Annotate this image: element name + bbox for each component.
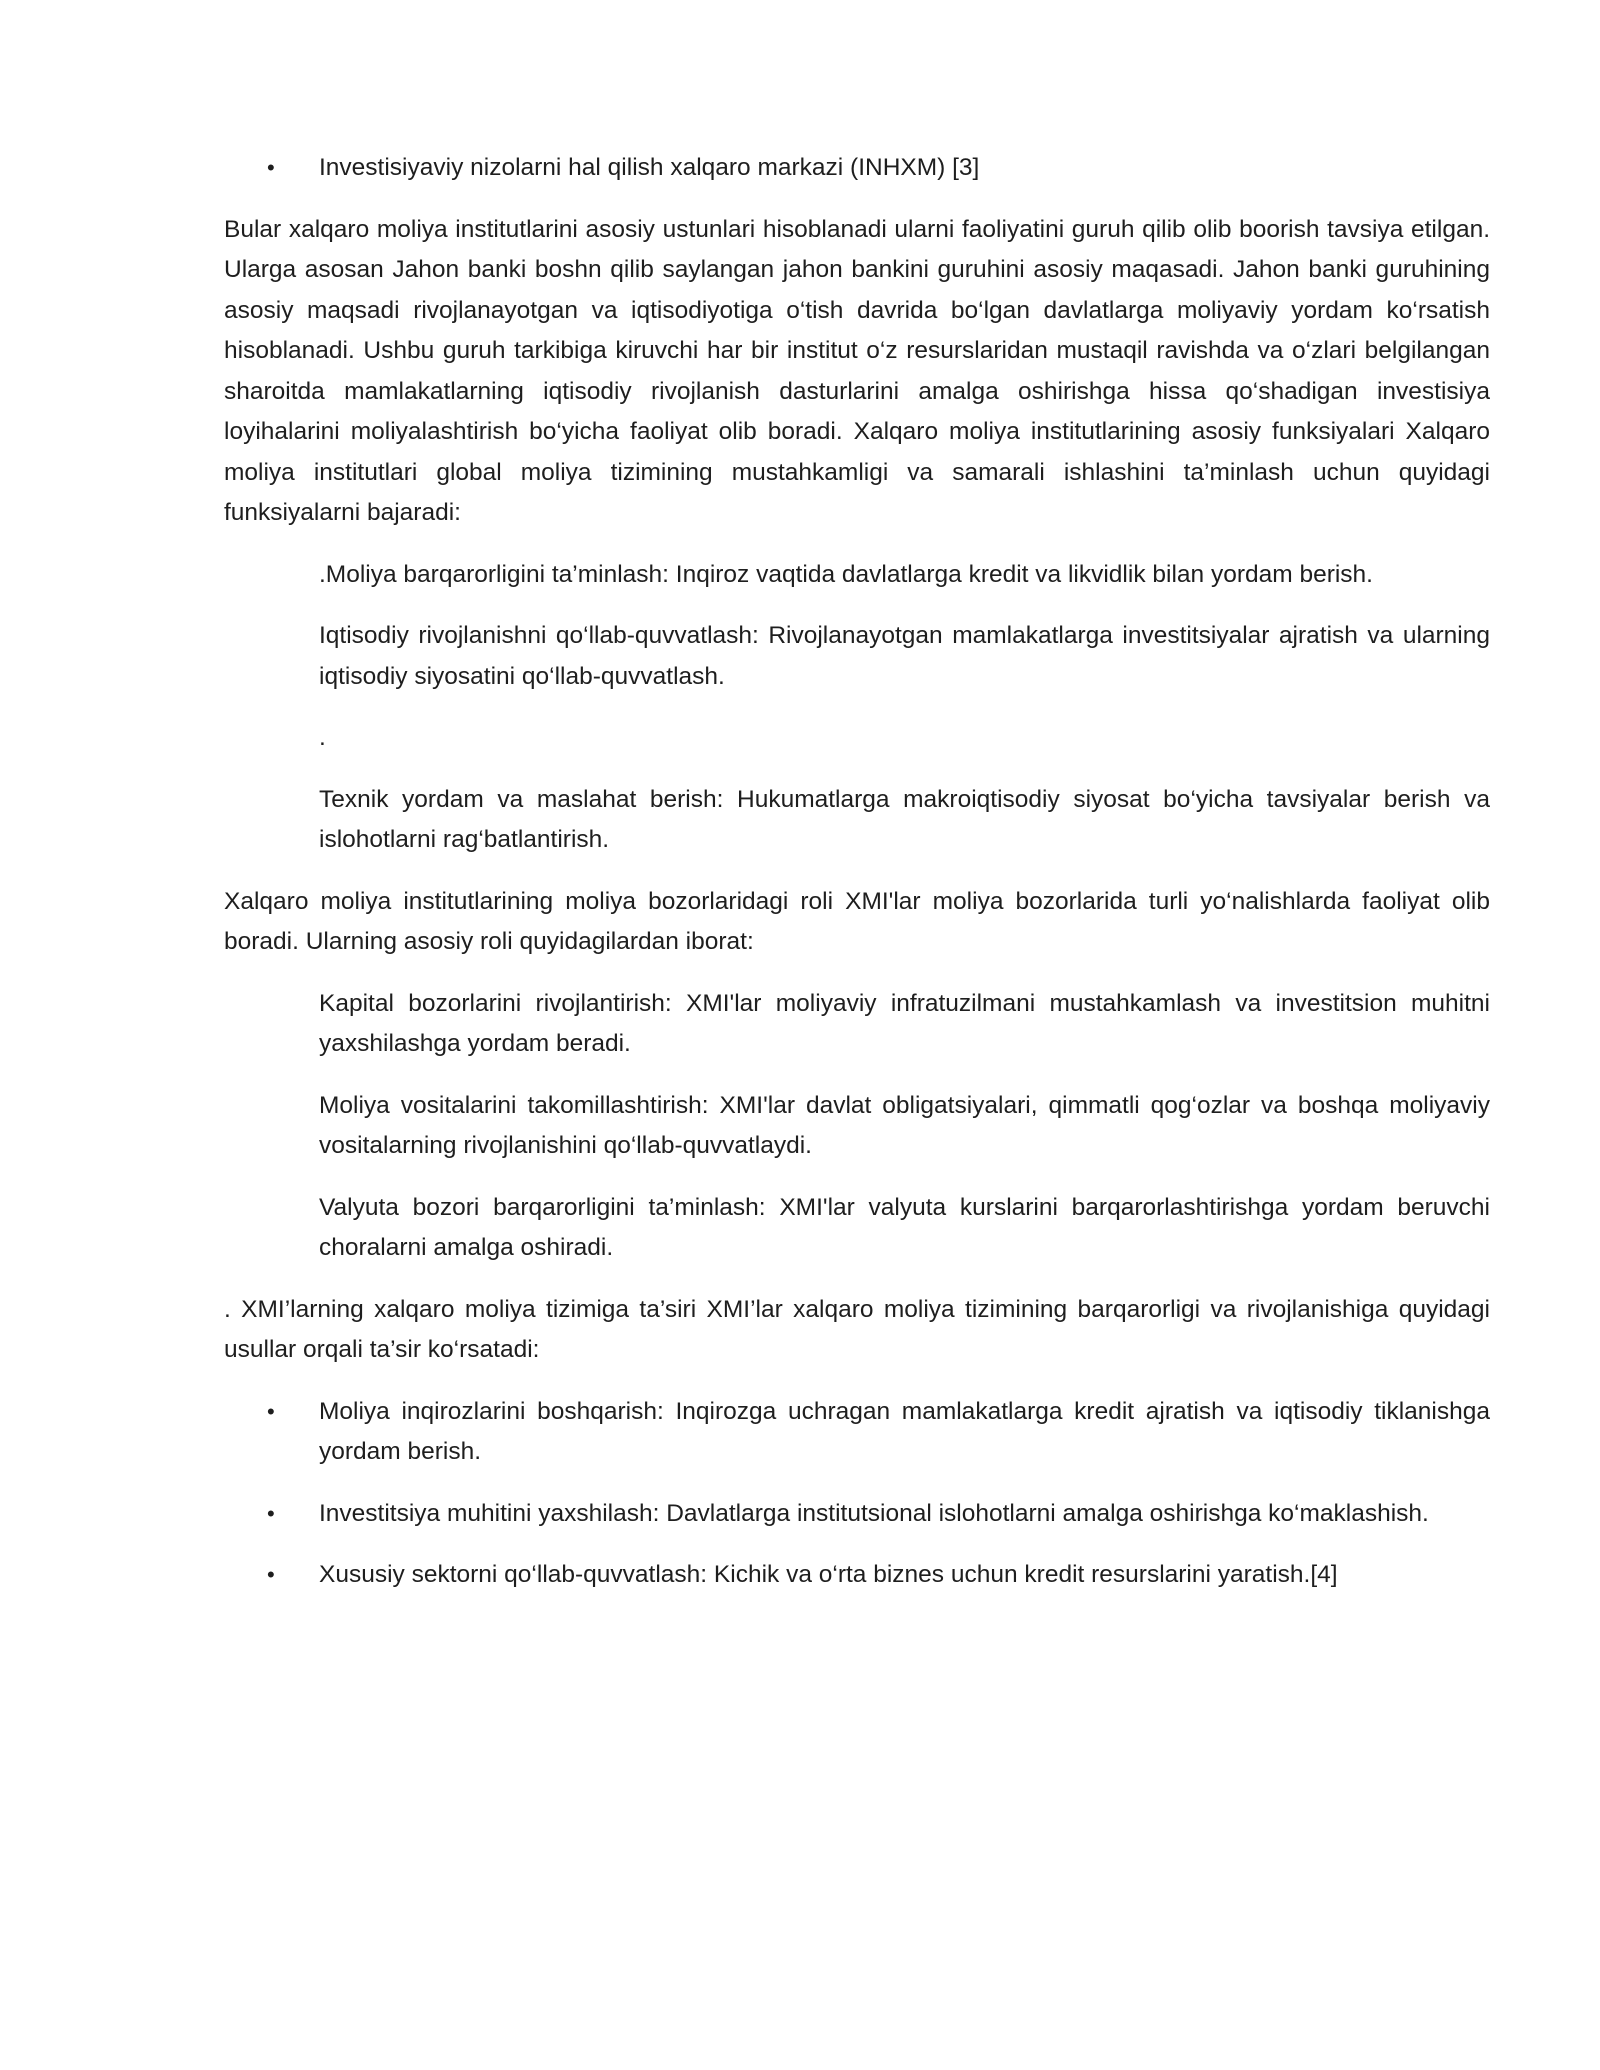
list-item-text: Investisiyaviy nizolarni hal qilish xalqaro markazi (INHXM) [3] <box>319 154 980 181</box>
list-item <box>267 1555 1490 1596</box>
body-paragraph: . XMI’larning xalqaro moliya tizimiga ta’siri XMI’lar xalqaro moliya tizimining barqarorligi va rivojlanishiga quyidagi usullar orqali ta’sir ko‘rsatadi: <box>224 1295 1490 1363</box>
bullet-icon: • <box>267 1562 275 1587</box>
list-item <box>267 1494 1490 1535</box>
bullet-icon: • <box>267 1500 275 1526</box>
role-item: Kapital bozorlarini rivojlantirish: XMI'lar moliyaviy infratuzilmani mustahkamlash va investitsion muhitni yaxshilashga yordam beradi. <box>319 989 1490 1057</box>
document-page <box>224 148 1490 1617</box>
role-item: Moliya vositalarini takomillashtirish: XMI'lar davlat obligatsiyalari, qimmatli qog‘ozlar va boshqa moliyaviy vositalarning rivojlanishini qo‘llab-quvvatlaydi. <box>319 1091 1490 1159</box>
body-paragraph: Bular xalqaro moliya institutlarini asosiy ustunlari hisoblanadi ularni faoliyatini guruh qilib olib boorish tavsiya etilgan. Ularga asosan Jahon banki boshn qilib saylangan jahon bankini guruhini asosiy maqasadi. Jahon banki guruhining asosiy maqsadi rivojlanayotgan va iqtisodiyotiga o‘tish davrida bo‘lgan davlatlarga moliyaviy yordam ko‘rsatish hisoblanadi. Ushbu guruh tarkibiga kiruvchi har bir institut o‘z resurslaridan mustaqil ravishda va o‘zlari belgilangan sharoitda mamlakatlarning iqtisodiy rivojlanish dasturlarini amalga oshirishga hissa qo‘shadigan investisiya loyihalarini moliyalashtirish bo‘yicha faoliyat olib boradi. Xalqaro moliya institutlarining asosiy funksiyalari Xalqaro moliya institutlari global moliya tizimining mustahkamligi va samarali ishlashini ta’minlash uchun quyidagi funksiyalarni bajaradi: <box>224 215 1490 526</box>
function-item: .Moliya barqarorligini ta’minlash: Inqiroz vaqtida davlatlarga kredit va likvidlik bilan yordam berish. <box>319 560 1373 588</box>
bullet-icon: • <box>267 155 275 180</box>
list-item <box>267 1392 1490 1473</box>
list-item-text: Moliya inqirozlarini boshqarish: Inqirozga uchragan mamlakatlarga kredit ajratish va iqtisodiy tiklanishga yordam berish. <box>319 1397 1490 1465</box>
role-item: Valyuta bozori barqarorligini ta’minlash: XMI'lar valyuta kurslarini barqarorlashtirishga yordam beruvchi choralarni amalga oshiradi. <box>319 1193 1490 1261</box>
function-item: Iqtisodiy rivojlanishni qo‘llab-quvvatlash: Rivojlanayotgan mamlakatlarga investitsiyalar ajratish va ularning iqtisodiy siyosatini qo‘llab-quvvatlash. <box>319 622 1490 690</box>
function-item: . <box>319 724 326 751</box>
function-item: Texnik yordam va maslahat berish: Hukumatlarga makroiqtisodiy siyosat bo‘yicha tavsiyalar berish va islohotlarni rag‘batlantirish. <box>319 785 1490 853</box>
list-item-text: Investitsiya muhitini yaxshilash: Davlatlarga institutsional islohotlarni amalga oshirishga ko‘maklashish. <box>319 1499 1429 1527</box>
bullet-icon: • <box>267 1398 275 1424</box>
body-paragraph: Xalqaro moliya institutlarining moliya bozorlaridagi roli XMI'lar moliya bozorlarida turli yo‘nalishlarda faoliyat olib boradi. Ularning asosiy roli quyidagilardan iborat: <box>224 887 1490 955</box>
list-item-text: Xususiy sektorni qo‘llab-quvvatlash: Kichik va o‘rta biznes uchun kredit resurslarini yaratish.[4] <box>319 1561 1338 1588</box>
list-item <box>267 148 1490 189</box>
